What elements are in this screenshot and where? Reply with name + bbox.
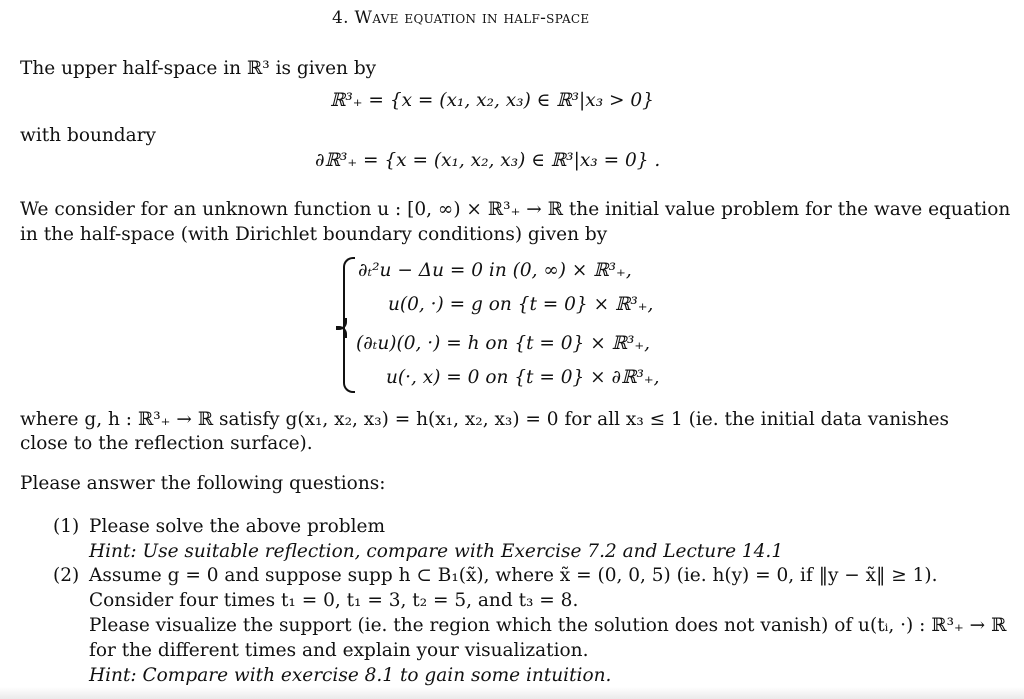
initial-condition-g: u(0, ·) = g on {t = 0} × ℝ³₊, xyxy=(388,294,654,315)
section-number: 4. xyxy=(332,8,349,28)
question-2-line-4: for the different times and explain your visualization. xyxy=(89,640,589,661)
initial-condition-h: (∂ₜu)(0, ·) = h on {t = 0} × ℝ³₊, xyxy=(356,333,651,354)
questions-intro: Please answer the following questions: xyxy=(20,473,386,494)
question-1-text: Please solve the above problem xyxy=(89,516,386,537)
boundary-definition: ∂ℝ³₊ = {x = (x₁, x₂, x₃) ∈ ℝ³|x₃ = 0} . xyxy=(315,150,661,171)
wave-equation: ∂ₜ²u − Δu = 0 in (0, ∞) × ℝ³₊, xyxy=(358,260,632,281)
question-2-line-3: Please visualize the support (ie. the region which the solution does not vanish) of u(tᵢ, ·) : ℝ³₊ → ℝ xyxy=(89,615,1007,636)
question-2-line-1: Assume g = 0 and suppose supp h ⊂ B₁(x̃), where x̃ = (0, 0, 5) (ie. h(y) = 0, if ‖y − x̃‖ ≥ 1). xyxy=(89,565,938,586)
question-1-hint: Hint: Use suitable reflection, compare with Exercise 7.2 and Lecture 14.1 xyxy=(89,541,784,562)
question-2-number: (2) xyxy=(53,565,80,586)
question-2-line-2: Consider four times t₁ = 0, t₁ = 3, t₂ = 5, and t₃ = 8. xyxy=(89,590,579,611)
problem-line-2: in the half-space (with Dirichlet boundary conditions) given by xyxy=(20,224,608,245)
where-line-2: close to the reflection surface). xyxy=(20,433,313,454)
question-1-number: (1) xyxy=(53,516,80,537)
intro-line-2: with boundary xyxy=(20,125,156,146)
half-space-definition: ℝ³₊ = {x = (x₁, x₂, x₃) ∈ ℝ³|x₃ > 0} xyxy=(330,90,654,111)
section-heading xyxy=(332,10,589,27)
section-title: Wave equation in half-space xyxy=(354,8,590,28)
where-line-1: where g, h : ℝ³₊ → ℝ satisfy g(x₁, x₂, x₃) = h(x₁, x₂, x₃) = 0 for all x₃ ≤ 1 (ie. the initial data vanishes xyxy=(20,409,949,430)
problem-line-1: We consider for an unknown function u : [0, ∞) × ℝ³₊ → ℝ the initial value problem for the wave equation xyxy=(20,199,1011,220)
intro-line-1: The upper half-space in ℝ³ is given by xyxy=(20,58,377,79)
page-bottom-edge xyxy=(0,687,1024,699)
boundary-condition: u(·, x) = 0 on {t = 0} × ∂ℝ³₊, xyxy=(386,367,660,388)
question-2-hint: Hint: Compare with exercise 8.1 to gain some intuition. xyxy=(89,665,612,686)
